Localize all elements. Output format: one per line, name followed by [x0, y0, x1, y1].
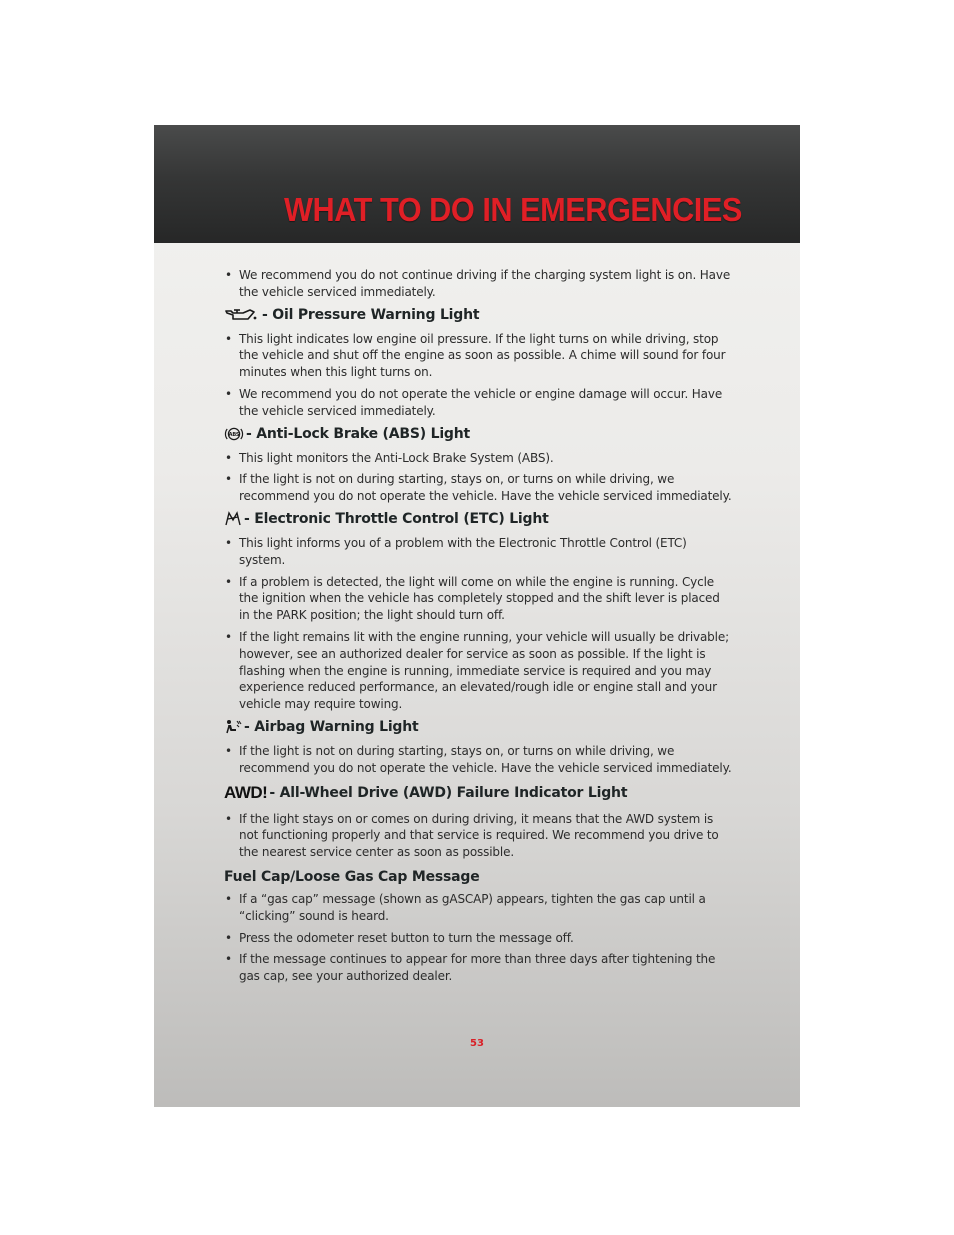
bullet-item: • We recommend you do not operate the vehicle or engine damage will occur. Have the vehicle serviced immediately. [225, 386, 723, 418]
svg-text:ABS: ABS [228, 431, 240, 438]
throttle-icon [224, 511, 242, 527]
page-header [154, 125, 800, 243]
page-title: WHAT TO DO IN EMERGENCIES [284, 191, 742, 228]
section-heading-airbag [224, 719, 734, 735]
bullet-item: • Press the odometer reset button to turn the message off. [225, 930, 574, 945]
manual-page [154, 125, 800, 1107]
awd-icon: AWD! [224, 782, 268, 802]
bullet-item: • If the light remains lit with the engine running, your vehicle will usually be drivable; however, see an authorized dealer for service as soon as possible. If the light is flashing when the engine is running, immediate service is required and you may experience reduced performance, an elevated/rough idle or engine stall and your vehicle may require towing. [225, 629, 729, 712]
page-content [224, 267, 734, 990]
section-title: - All-Wheel Drive (AWD) Failure Indicator Light [269, 784, 628, 801]
bullet-item: • If the message continues to appear for more than three days after tightening the gas cap, see your authorized dealer. [225, 952, 716, 984]
section-heading-fuel-cap [224, 869, 734, 885]
abs-icon [224, 426, 244, 442]
bullet-item: • If the light is not on during starting, stays on, or turns on while driving, we recommend you do not operate the vehicle. Have the vehicle serviced immediately. [225, 472, 732, 504]
bullet-item: • This light indicates low engine oil pressure. If the light turns on while driving, stop the vehicle and shut off the engine as soon as possible. A chime will sound for four minutes when this light turns on. [225, 331, 726, 380]
section-heading-abs [224, 426, 734, 442]
page-number: 53 [470, 1038, 484, 1049]
oil-can-icon [224, 308, 260, 322]
section-title: Fuel Cap/Loose Gas Cap Message [224, 868, 480, 885]
section-heading-etc [224, 511, 734, 527]
bullet-item: • If the light is not on during starting, stays on, or turns on while driving, we recommend you do not operate the vehicle. Have the vehicle serviced immediately. [225, 743, 732, 775]
section-title: - Airbag Warning Light [244, 718, 419, 735]
bullet-item: • This light informs you of a problem with the Electronic Throttle Control (ETC) system. [225, 535, 687, 567]
section-heading-oil-pressure [224, 307, 734, 323]
bullet-item: • If a “gas cap” message (shown as gASCAP) appears, tighten the gas cap until a “clicking” sound is heard. [225, 891, 706, 923]
section-heading-awd [224, 783, 734, 803]
bullet-item: • If the light stays on or comes on during driving, it means that the AWD system is not functioning properly and that service is required. We recommend you drive to the nearest service center as soon as possible. [225, 811, 719, 860]
section-title: - Anti-Lock Brake (ABS) Light [246, 425, 470, 442]
airbag-icon [224, 719, 242, 735]
bullet-item: • We recommend you do not continue driving if the charging system light is on. Have the vehicle serviced immediately. [225, 268, 731, 299]
section-title: - Oil Pressure Warning Light [262, 306, 480, 323]
bullet-item: • If a problem is detected, the light will come on while the engine is running. Cycle the ignition when the vehicle has completely stopped and the shift lever is placed in the PARK position; the light should turn off. [225, 574, 720, 623]
bullet-text: We recommend you do not continue driving if the charging system light is on. Have the vehicle serviced immediately. [239, 268, 731, 299]
section-title: - Electronic Throttle Control (ETC) Light [244, 510, 549, 527]
bullet-item: • This light monitors the Anti-Lock Brake System (ABS). [225, 450, 554, 465]
